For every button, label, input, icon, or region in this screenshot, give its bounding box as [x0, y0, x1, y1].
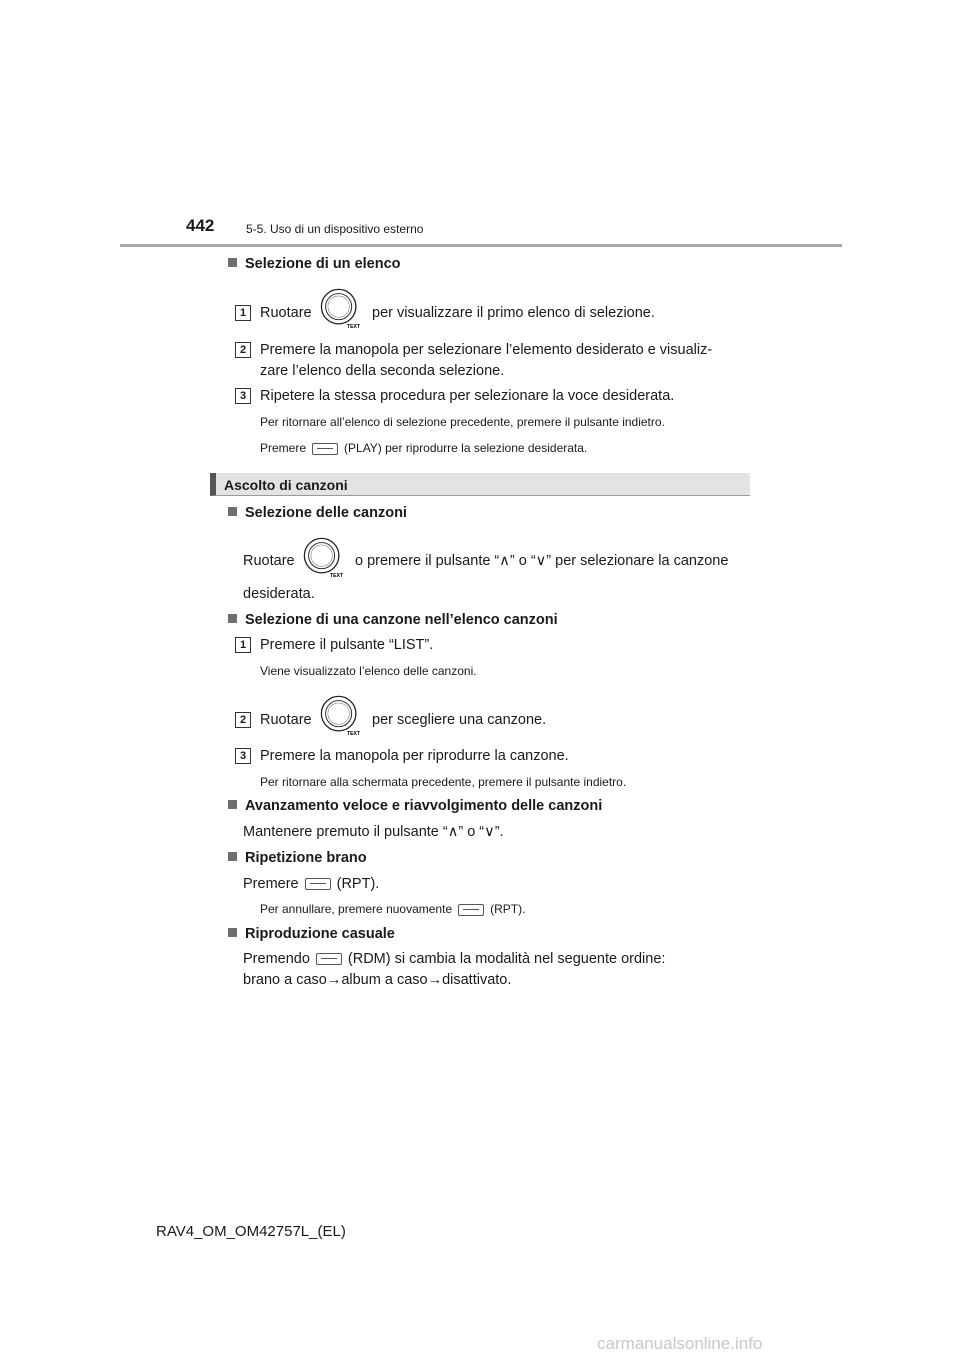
body-text: desiderata.	[243, 586, 315, 602]
body-text: o premere il pulsante “∧” o “∨” per selezionare la canzone	[355, 553, 729, 569]
heading-riproduzione-casuale: Riproduzione casuale	[228, 926, 395, 942]
tune-knob-icon	[320, 288, 361, 329]
rpt-button-icon	[458, 904, 484, 916]
square-bullet-icon	[228, 258, 237, 267]
document-code: RAV4_OM_OM42757L_(EL)	[156, 1223, 346, 1240]
square-bullet-icon	[228, 800, 237, 809]
page-number: 442	[186, 216, 215, 235]
body-text: Mantenere premuto il pulsante “∧” o “∨”.	[243, 824, 504, 840]
body-text: Ruotare	[243, 553, 295, 569]
note-text: Viene visualizzato l’elenco delle canzoni.	[260, 664, 477, 678]
step-text: per visualizzare il primo elenco di selezione.	[372, 305, 655, 321]
header-rule	[120, 244, 842, 247]
heading-selezione-elenco-canzoni: Selezione di una canzone nell’elenco canzoni	[228, 612, 558, 628]
body-text: Premendo (RDM) si cambia la modalità nel seguente ordine:	[243, 951, 666, 967]
heading-ripetizione: Ripetizione brano	[228, 850, 367, 866]
step-number: 3	[235, 388, 251, 404]
note-text: Per ritornare all’elenco di selezione precedente, premere il pulsante indietro.	[260, 415, 665, 429]
watermark: carmanualsonline.info	[597, 1334, 763, 1353]
svg-text:TEXT: TEXT	[330, 573, 344, 578]
body-text: Premere (RPT).	[243, 876, 380, 892]
rpt-button-icon	[305, 878, 331, 890]
step-text: Premere la manopola per selezionare l’elemento desiderato e visualiz-	[260, 342, 713, 358]
svg-text:TEXT: TEXT	[347, 731, 361, 736]
tune-knob-icon	[320, 695, 361, 736]
tune-knob-icon	[303, 537, 344, 578]
square-bullet-icon	[228, 852, 237, 861]
play-button-icon	[312, 443, 338, 455]
step-text: Premere la manopola per riprodurre la canzone.	[260, 748, 569, 764]
section-heading-bar: Ascolto di canzoni	[210, 473, 750, 496]
step-number: 3	[235, 748, 251, 764]
heading-selezione-canzoni: Selezione delle canzoni	[228, 505, 407, 521]
step-text: per scegliere una canzone.	[372, 712, 547, 728]
step-number: 1	[235, 637, 251, 653]
heading-selezione-elenco: Selezione di un elenco	[228, 256, 401, 272]
step-text: zare l’elenco della seconda selezione.	[260, 363, 505, 379]
step-text: Premere il pulsante “LIST”.	[260, 637, 434, 653]
step-number: 2	[235, 712, 251, 728]
step-text: Ruotare	[260, 305, 312, 321]
step-text: Ruotare	[260, 712, 312, 728]
rdm-button-icon	[316, 953, 342, 965]
square-bullet-icon	[228, 614, 237, 623]
step-text: Ripetere la stessa procedura per selezionare la voce desiderata.	[260, 388, 675, 404]
square-bullet-icon	[228, 928, 237, 937]
step-number: 2	[235, 342, 251, 358]
heading-avanzamento: Avanzamento veloce e riavvolgimento delle canzoni	[228, 798, 602, 814]
note-text: Per ritornare alla schermata precedente, premere il pulsante indietro.	[260, 775, 627, 789]
note-text: Per annullare, premere nuovamente (RPT).	[260, 902, 526, 916]
square-bullet-icon	[228, 507, 237, 516]
section-title: 5-5. Uso di un dispositivo esterno	[246, 222, 424, 236]
step-number: 1	[235, 305, 251, 321]
svg-text:TEXT: TEXT	[347, 324, 361, 329]
body-text: brano a caso→album a caso→disattivato.	[243, 972, 512, 988]
note-text: Premere (PLAY) per riprodurre la selezione desiderata.	[260, 441, 588, 455]
